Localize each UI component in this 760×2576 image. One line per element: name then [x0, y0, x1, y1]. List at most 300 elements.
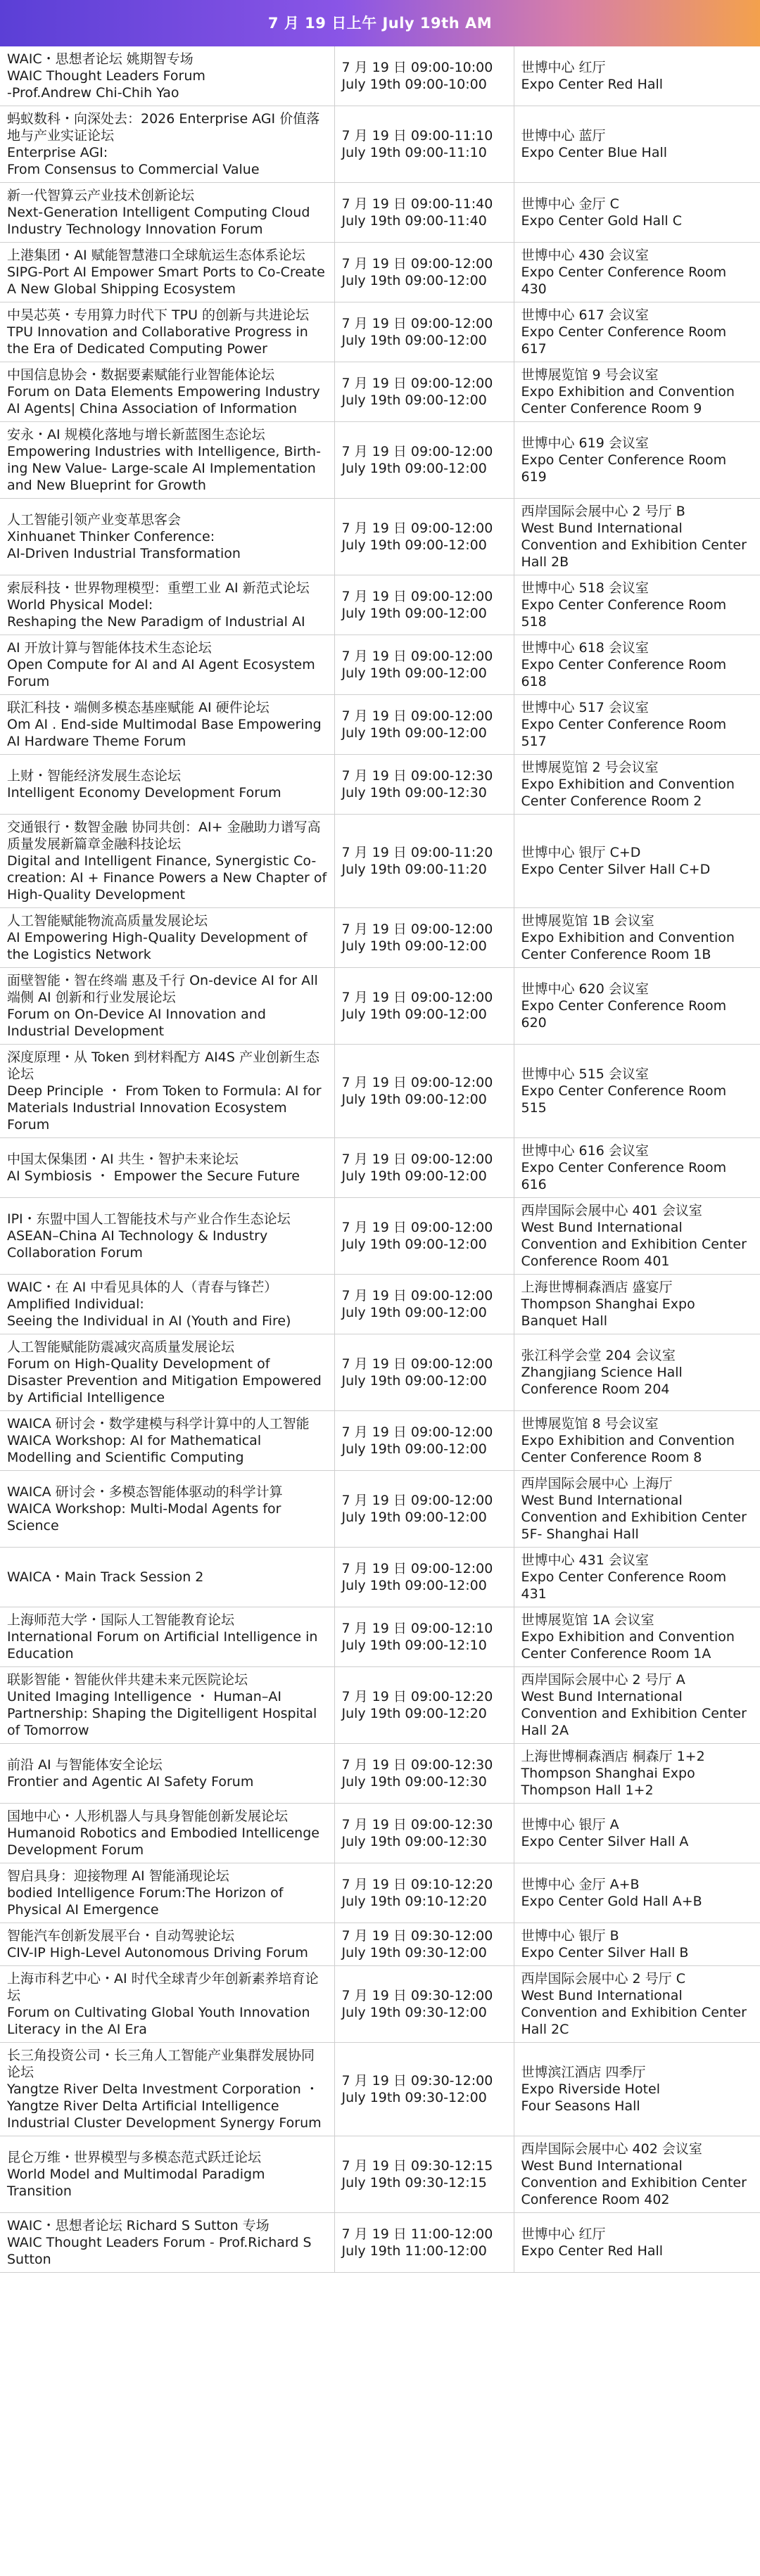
title-line: Forum on High-Quality Development of Disaster Prevention and Mitigation Empowered by Artificial Intelligence — [7, 1356, 322, 1405]
venue-line: 世博中心 517 会议室 — [521, 700, 649, 715]
title-line: Open Compute for AI and AI Agent Ecosystem Forum — [7, 657, 315, 689]
title-line: Reshaping the New Paradigm of Industrial AI — [7, 614, 305, 630]
title-line: United Imaging Intelligence ・ Human–AI Partnership: Shaping the Digitelligent Hospital of Tomorrow — [7, 1689, 317, 1738]
session-title-cell — [0, 1744, 334, 1804]
session-time-cell — [334, 1667, 514, 1744]
title-line: 智能汽车创新发展平台・自动驾驶论坛 — [7, 1928, 235, 1944]
venue-line: West Bund International Convention and Exhibition Center Conference Room 402 — [521, 2158, 747, 2207]
time-line: July 19th 09:00-12:00 — [341, 333, 487, 348]
venue-line: Expo Center Red Hall — [521, 77, 664, 92]
title-line: 昆仑万维・世界模型与多模态范式跃迁论坛 — [7, 2150, 262, 2165]
time-line: July 19th 09:30-12:15 — [341, 2175, 487, 2191]
time-line: 7 月 19 日 09:00-10:00 — [341, 60, 493, 75]
title-line: Yangtze River Delta Investment Corporation ・Yangtze River Delta Artificial Intelligence Industrial Cluster Development Synergy Forum — [7, 2081, 322, 2131]
time-line: 7 月 19 日 09:00-12:00 — [341, 649, 493, 664]
time-line: 7 月 19 日 09:00-12:00 — [341, 521, 493, 536]
venue-line: 世博展览馆 2 号会议室 — [521, 760, 659, 775]
time-line: 7 月 19 日 09:30-12:15 — [341, 2158, 493, 2174]
session-time-cell — [334, 1804, 514, 1863]
table-row — [0, 362, 760, 422]
table-row — [0, 1966, 760, 2043]
session-title-cell — [0, 499, 334, 575]
session-title-cell — [0, 1923, 334, 1966]
session-time-cell — [334, 1863, 514, 1923]
venue-line: 上海世博桐森酒店 盛宴厅 — [521, 1280, 673, 1295]
time-line: 7 月 19 日 09:00-12:00 — [341, 376, 493, 391]
session-title-cell — [0, 575, 334, 635]
session-title-cell — [0, 106, 334, 183]
time-line: 7 月 19 日 09:00-12:00 — [341, 1152, 493, 1167]
time-line: July 19th 09:30-12:00 — [341, 2090, 487, 2105]
session-title-cell — [0, 635, 334, 695]
time-line: 7 月 19 日 09:00-11:10 — [341, 128, 493, 144]
session-time-cell — [334, 183, 514, 243]
title-line: Deep Principle ・ From Token to Formula: AI for Materials Industrial Innovation Ecosystem Forum — [7, 1083, 322, 1133]
time-line: 7 月 19 日 09:00-12:00 — [341, 1561, 493, 1576]
table-row — [0, 1607, 760, 1667]
venue-line: 西岸国际会展中心 401 会议室 — [521, 1203, 702, 1218]
table-row — [0, 968, 760, 1045]
venue-line: 世博中心 618 会议室 — [521, 640, 649, 656]
session-venue-cell — [514, 1045, 760, 1138]
venue-line: 世博中心 431 会议室 — [521, 1552, 649, 1568]
session-venue-cell — [514, 1667, 760, 1744]
session-venue-cell — [514, 1923, 760, 1966]
time-line: 7 月 19 日 09:00-12:00 — [341, 444, 493, 459]
session-title-cell — [0, 46, 334, 106]
session-title-cell — [0, 755, 334, 815]
time-line: July 19th 09:00-12:00 — [341, 1578, 487, 1593]
venue-line: 世博中心 616 会议室 — [521, 1143, 649, 1159]
session-venue-cell — [514, 499, 760, 575]
table-row — [0, 635, 760, 695]
time-line: July 19th 09:00-12:00 — [341, 1510, 487, 1525]
time-line: 7 月 19 日 09:00-12:00 — [341, 1288, 493, 1303]
session-time-cell — [334, 1966, 514, 2043]
time-line: 7 月 19 日 09:10-12:20 — [341, 1877, 493, 1892]
schedule-banner: 7 月 19 日上午 July 19th AM — [0, 0, 760, 46]
time-line: 7 月 19 日 09:00-12:00 — [341, 990, 493, 1005]
time-line: July 19th 09:00-12:00 — [341, 1007, 487, 1022]
session-time-cell — [334, 106, 514, 183]
time-line: July 19th 09:00-12:00 — [341, 1441, 487, 1457]
title-line: 智启具身：迎接物理 AI 智能涌现论坛 — [7, 1868, 229, 1884]
table-row — [0, 755, 760, 815]
title-line: WAIC・思想者论坛 姚期智专场 — [7, 51, 194, 67]
venue-line: 西岸国际会展中心 2 号厅 B — [521, 504, 685, 519]
session-time-cell — [334, 968, 514, 1045]
session-venue-cell — [514, 1471, 760, 1548]
table-row — [0, 695, 760, 755]
venue-line: West Bund International Convention and Exhibition Center Hall 2C — [521, 1988, 747, 2037]
time-line: 7 月 19 日 09:00-12:00 — [341, 316, 493, 331]
time-line: July 19th 11:00-12:00 — [341, 2243, 487, 2259]
session-title-cell — [0, 422, 334, 499]
title-line: Next-Generation Intelligent Computing Cloud Industry Technology Innovation Forum — [7, 205, 310, 237]
venue-line: 世博中心 619 会议室 — [521, 435, 649, 451]
session-title-cell — [0, 2136, 334, 2213]
time-line: 7 月 19 日 09:00-12:20 — [341, 1689, 493, 1704]
title-line: Om AI . End-side Multimodal Base Empowering AI Hardware Theme Forum — [7, 717, 322, 749]
session-title-cell — [0, 1275, 334, 1334]
title-line: 人工智能赋能物流高质量发展论坛 — [7, 913, 208, 929]
table-row — [0, 1548, 760, 1607]
table-row — [0, 815, 760, 908]
session-time-cell — [334, 1045, 514, 1138]
venue-line: Expo Center Conference Room 618 — [521, 657, 727, 689]
title-line: Amplified Individual: — [7, 1296, 144, 1312]
session-title-cell — [0, 1863, 334, 1923]
session-time-cell — [334, 1138, 514, 1198]
time-line: July 19th 09:00-12:00 — [341, 1373, 487, 1389]
session-venue-cell — [514, 243, 760, 302]
session-time-cell — [334, 815, 514, 908]
title-line: AI Symbiosis ・ Empower the Secure Future — [7, 1168, 300, 1184]
title-line: 上海市科艺中心・AI 时代全球青少年创新素养培育论坛 — [7, 1971, 319, 2003]
table-row — [0, 1198, 760, 1275]
time-line: July 19th 09:30-12:00 — [341, 2005, 487, 2020]
session-title-cell — [0, 2213, 334, 2273]
time-line: 7 月 19 日 09:00-12:00 — [341, 1424, 493, 1440]
title-line: CIV-IP High-Level Autonomous Driving Forum — [7, 1945, 308, 1960]
session-title-cell — [0, 1138, 334, 1198]
table-row — [0, 1804, 760, 1863]
session-title-cell — [0, 908, 334, 968]
session-venue-cell — [514, 1138, 760, 1198]
venue-line: 世博中心 金厅 A+B — [521, 1877, 640, 1892]
table-row — [0, 243, 760, 302]
time-line: July 19th 09:00-12:00 — [341, 461, 487, 476]
session-title-cell — [0, 1548, 334, 1607]
title-line: Enterprise AGI: — [7, 145, 108, 160]
title-line: Humanoid Robotics and Embodied Intellicenge Development Forum — [7, 1825, 319, 1858]
venue-line: 上海世博桐森酒店 桐森厅 1+2 — [521, 1749, 705, 1764]
table-row — [0, 2043, 760, 2136]
venue-line: 世博中心 515 会议室 — [521, 1066, 649, 1082]
venue-line: Expo Center Conference Room 619 — [521, 452, 727, 485]
table-row — [0, 1045, 760, 1138]
title-line: 安永・AI 规模化落地与增长新蓝图生态论坛 — [7, 427, 265, 442]
session-time-cell — [334, 1198, 514, 1275]
session-time-cell — [334, 1275, 514, 1334]
venue-line: Expo Center Conference Room 616 — [521, 1160, 727, 1192]
title-line: 联影智能・智能伙伴共建未来元医院论坛 — [7, 1672, 248, 1688]
table-row — [0, 2213, 760, 2273]
venue-line: Expo Center Conference Room 518 — [521, 597, 727, 630]
title-line: WAICA・Main Track Session 2 — [7, 1569, 204, 1585]
title-line: From Consensus to Commercial Value — [7, 162, 260, 177]
title-line: 中昊芯英・专用算力时代下 TPU 的创新与共进论坛 — [7, 307, 310, 323]
title-line: 上港集团・AI 赋能智慧港口全球航运生态体系论坛 — [7, 248, 305, 263]
session-title-cell — [0, 302, 334, 362]
time-line: July 19th 09:00-12:00 — [341, 1237, 487, 1252]
venue-line: Expo Exhibition and Convention Center Conference Room 1B — [521, 930, 735, 962]
time-line: July 19th 09:00-12:00 — [341, 725, 487, 741]
session-title-cell — [0, 1045, 334, 1138]
venue-line: 世博展览馆 9 号会议室 — [521, 367, 659, 383]
time-line: July 19th 09:00-12:30 — [341, 1774, 487, 1790]
venue-line: Thompson Shanghai Expo Thompson Hall 1+2 — [521, 1766, 695, 1798]
time-line: July 19th 09:00-12:30 — [341, 1834, 487, 1849]
table-row — [0, 575, 760, 635]
table-row — [0, 106, 760, 183]
session-venue-cell — [514, 1411, 760, 1471]
table-row — [0, 1667, 760, 1744]
venue-line: 世博中心 620 会议室 — [521, 981, 649, 997]
venue-line: Four Seasons Hall — [521, 2098, 640, 2114]
time-line: July 19th 09:00-12:00 — [341, 606, 487, 621]
venue-line: Expo Center Silver Hall C+D — [521, 862, 711, 877]
table-row — [0, 1334, 760, 1411]
session-venue-cell — [514, 695, 760, 755]
time-line: 7 月 19 日 11:00-12:00 — [341, 2226, 493, 2242]
table-row — [0, 1863, 760, 1923]
venue-line: Expo Center Conference Room 617 — [521, 324, 727, 357]
title-line: 面壁智能・智在终端 惠及千行 On-device AI for All 端侧 AI 创新和行业发展论坛 — [7, 973, 318, 1005]
title-line: Forum on On-Device AI Innovation and Industrial Development — [7, 1007, 266, 1039]
venue-line: 世博中心 金厅 C — [521, 196, 619, 212]
venue-line: 世博展览馆 1B 会议室 — [521, 913, 654, 929]
title-line: ASEAN–China AI Technology & Industry Collaboration Forum — [7, 1228, 268, 1261]
venue-line: West Bund International Convention and Exhibition Center Hall 2B — [521, 521, 747, 570]
session-time-cell — [334, 499, 514, 575]
session-venue-cell — [514, 2136, 760, 2213]
session-venue-cell — [514, 1334, 760, 1411]
session-title-cell — [0, 1607, 334, 1667]
table-row — [0, 183, 760, 243]
session-venue-cell — [514, 908, 760, 968]
venue-line: 世博展览馆 8 号会议室 — [521, 1416, 659, 1432]
session-title-cell — [0, 1471, 334, 1548]
venue-line: 世博中心 银厅 B — [521, 1928, 619, 1944]
title-line: 索辰科技・世界物理模型：重塑工业 AI 新范式论坛 — [7, 580, 310, 596]
table-row — [0, 422, 760, 499]
title-line: WAIC Thought Leaders Forum - Prof.Richard S Sutton — [7, 2235, 312, 2267]
session-time-cell — [334, 575, 514, 635]
session-time-cell — [334, 243, 514, 302]
venue-line: Expo Center Silver Hall B — [521, 1945, 689, 1960]
session-venue-cell — [514, 1744, 760, 1804]
session-venue-cell — [514, 362, 760, 422]
title-line: Frontier and Agentic AI Safety Forum — [7, 1774, 254, 1790]
time-line: 7 月 19 日 09:00-12:30 — [341, 1817, 493, 1832]
title-line: 中国信息协会・数据要素赋能行业智能体论坛 — [7, 367, 275, 383]
title-line: 国地中心・人形机器人与具身智能创新发展论坛 — [7, 1809, 289, 1824]
title-line: WAIC Thought Leaders Forum — [7, 68, 205, 84]
title-line: World Model and Multimodal Paradigm Transition — [7, 2167, 265, 2199]
table-row — [0, 1471, 760, 1548]
title-line: 上财・智能经济发展生态论坛 — [7, 768, 182, 784]
session-venue-cell — [514, 1275, 760, 1334]
venue-line: Expo Center Gold Hall A+B — [521, 1894, 702, 1909]
session-venue-cell — [514, 422, 760, 499]
venue-line: Expo Center Conference Room 517 — [521, 717, 727, 749]
title-line: bodied Intelligence Forum:The Horizon of Physical AI Emergence — [7, 1885, 284, 1918]
session-venue-cell — [514, 635, 760, 695]
venue-line: Expo Exhibition and Convention Center Conference Room 8 — [521, 1433, 735, 1465]
session-time-cell — [334, 46, 514, 106]
time-line: July 19th 09:00-12:00 — [341, 665, 487, 681]
time-line: 7 月 19 日 09:00-12:00 — [341, 1075, 493, 1090]
time-line: July 19th 09:00-11:40 — [341, 213, 487, 229]
session-venue-cell — [514, 2213, 760, 2273]
venue-line: Expo Center Silver Hall A — [521, 1834, 689, 1849]
session-title-cell — [0, 1804, 334, 1863]
time-line: 7 月 19 日 09:00-12:00 — [341, 1356, 493, 1372]
session-title-cell — [0, 1198, 334, 1275]
venue-line: 西岸国际会展中心 2 号厅 C — [521, 1971, 685, 1987]
venue-line: 世博中心 430 会议室 — [521, 248, 649, 263]
session-venue-cell — [514, 302, 760, 362]
session-venue-cell — [514, 575, 760, 635]
session-time-cell — [334, 1923, 514, 1966]
venue-line: 世博中心 红厅 — [521, 2226, 606, 2242]
time-line: July 19th 09:10-12:20 — [341, 1894, 487, 1909]
time-line: 7 月 19 日 09:00-12:00 — [341, 922, 493, 937]
session-venue-cell — [514, 1804, 760, 1863]
session-time-cell — [334, 695, 514, 755]
time-line: July 19th 09:00-11:20 — [341, 862, 487, 877]
time-line: July 19th 09:00-12:30 — [341, 785, 487, 801]
time-line: July 19th 09:00-12:00 — [341, 1168, 487, 1184]
title-line: Forum on Cultivating Global Youth Innovation Literacy in the AI Era — [7, 2005, 310, 2037]
session-title-cell — [0, 183, 334, 243]
venue-line: 世博展览馆 1A 会议室 — [521, 1612, 654, 1628]
title-line: AI 开放计算与智能体技术生态论坛 — [7, 640, 212, 656]
venue-line: Expo Center Conference Room 431 — [521, 1569, 727, 1602]
time-line: July 19th 09:00-11:10 — [341, 145, 487, 160]
time-line: July 19th 09:00-12:10 — [341, 1638, 487, 1653]
venue-line: 世博中心 红厅 — [521, 60, 606, 75]
table-row — [0, 1138, 760, 1198]
session-time-cell — [334, 2136, 514, 2213]
venue-line: Expo Riverside Hotel — [521, 2081, 660, 2097]
venue-line: Expo Exhibition and Convention Center Conference Room 1A — [521, 1629, 735, 1662]
session-time-cell — [334, 1607, 514, 1667]
title-line: Xinhuanet Thinker Conference: — [7, 529, 215, 544]
session-title-cell — [0, 1334, 334, 1411]
table-row — [0, 46, 760, 106]
title-line: 新一代智算云产业技术创新论坛 — [7, 188, 195, 203]
title-line: 深度原理・从 Token 到材料配方 AI4S 产业创新生态论坛 — [7, 1050, 319, 1082]
title-line: WAICA Workshop: AI for Mathematical Modelling and Scientific Computing — [7, 1433, 262, 1465]
venue-line: 世博中心 蓝厅 — [521, 128, 606, 144]
title-line: WAIC・在 AI 中看见具体的人（青春与锋芒） — [7, 1280, 278, 1295]
time-line: 7 月 19 日 09:00-12:10 — [341, 1621, 493, 1636]
title-line: AI Empowering High-Quality Development of the Logistics Network — [7, 930, 308, 962]
session-time-cell — [334, 362, 514, 422]
schedule-table — [0, 46, 760, 2273]
session-title-cell — [0, 1411, 334, 1471]
session-title-cell — [0, 815, 334, 908]
session-time-cell — [334, 908, 514, 968]
time-line: July 19th 09:00-12:00 — [341, 393, 487, 408]
title-line: Forum on Data Elements Empowering Industry AI Agents| China Association of Information — [7, 384, 320, 416]
time-line: July 19th 09:00-12:00 — [341, 1092, 487, 1107]
title-line: Intelligent Economy Development Forum — [7, 785, 281, 801]
venue-line: Expo Exhibition and Convention Center Conference Room 2 — [521, 777, 735, 809]
title-line: 交通银行・数智金融 协同共创：AI+ 金融助力谱写高质量发展新篇章金融科技论坛 — [7, 820, 321, 852]
time-line: July 19th 09:00-12:20 — [341, 1706, 487, 1721]
session-venue-cell — [514, 755, 760, 815]
session-venue-cell — [514, 46, 760, 106]
venue-line: Expo Center Gold Hall C — [521, 213, 682, 229]
venue-line: West Bund International Convention and Exhibition Center Conference Room 401 — [521, 1220, 747, 1269]
session-time-cell — [334, 635, 514, 695]
venue-line: 世博中心 518 会议室 — [521, 580, 649, 596]
session-time-cell — [334, 422, 514, 499]
session-title-cell — [0, 1667, 334, 1744]
time-line: 7 月 19 日 09:30-12:00 — [341, 1988, 493, 2003]
venue-line: 张江科学会堂 204 会议室 — [521, 1348, 676, 1363]
title-line: 蚂蚁数科・向深处去：2026 Enterprise AGI 价值落地与产业实证论坛 — [7, 111, 320, 144]
title-line: Empowering Industries with Intelligence, Birth-ing New Value- Large-scale AI Implementation and New Blueprint for Growth — [7, 444, 321, 493]
table-row — [0, 1744, 760, 1804]
session-venue-cell — [514, 106, 760, 183]
session-venue-cell — [514, 1198, 760, 1275]
title-line: 联汇科技・端侧多模态基座赋能 AI 硬件论坛 — [7, 700, 270, 715]
session-time-cell — [334, 1471, 514, 1548]
venue-line: West Bund International Convention and Exhibition Center Hall 2A — [521, 1689, 747, 1738]
time-line: 7 月 19 日 09:00-12:00 — [341, 256, 493, 272]
session-title-cell — [0, 2043, 334, 2136]
title-line: 上海师范大学・国际人工智能教育论坛 — [7, 1612, 235, 1628]
venue-line: Expo Exhibition and Convention Center Conference Room 9 — [521, 384, 735, 416]
session-title-cell — [0, 1966, 334, 2043]
table-row — [0, 1275, 760, 1334]
session-venue-cell — [514, 968, 760, 1045]
venue-line: 世博中心 银厅 A — [521, 1817, 619, 1832]
venue-line: Thompson Shanghai Expo Banquet Hall — [521, 1296, 695, 1329]
session-time-cell — [334, 1548, 514, 1607]
venue-line: 西岸国际会展中心 402 会议室 — [521, 2141, 702, 2157]
title-line: World Physical Model: — [7, 597, 153, 613]
time-line: 7 月 19 日 09:00-11:40 — [341, 196, 493, 212]
session-title-cell — [0, 362, 334, 422]
time-line: 7 月 19 日 09:00-12:30 — [341, 768, 493, 784]
table-row — [0, 1923, 760, 1966]
time-line: 7 月 19 日 09:00-12:00 — [341, 1220, 493, 1235]
session-title-cell — [0, 243, 334, 302]
session-venue-cell — [514, 2043, 760, 2136]
session-time-cell — [334, 2213, 514, 2273]
venue-line: Expo Center Conference Room 430 — [521, 264, 727, 297]
venue-line: 世博滨江酒店 四季厅 — [521, 2065, 646, 2080]
title-line: 人工智能引领产业变革思客会 — [7, 512, 182, 528]
venue-line: Expo Center Conference Room 515 — [521, 1083, 727, 1116]
venue-line: West Bund International Convention and Exhibition Center 5F- Shanghai Hall — [521, 1493, 747, 1542]
title-line: WAICA 研讨会・数学建模与科学计算中的人工智能 — [7, 1416, 310, 1432]
title-line: 前沿 AI 与智能体安全论坛 — [7, 1757, 163, 1773]
time-line: 7 月 19 日 09:30-12:00 — [341, 2073, 493, 2089]
session-time-cell — [334, 1411, 514, 1471]
title-line: 长三角投资公司・长三角人工智能产业集群发展协同论坛 — [7, 2048, 315, 2080]
time-line: July 19th 09:30-12:00 — [341, 1945, 487, 1960]
title-line: International Forum on Artificial Intelligence in Education — [7, 1629, 318, 1662]
time-line: 7 月 19 日 09:00-12:00 — [341, 1493, 493, 1508]
table-row — [0, 302, 760, 362]
title-line: WAICA 研讨会・多模态智能体驱动的科学计算 — [7, 1484, 283, 1500]
venue-line: Expo Center Red Hall — [521, 2243, 664, 2259]
title-line: Seeing the Individual in AI (Youth and Fire) — [7, 1313, 291, 1329]
venue-line: Zhangjiang Science Hall Conference Room 204 — [521, 1365, 683, 1397]
title-line: 中国太保集团・AI 共生・智护未来论坛 — [7, 1152, 239, 1167]
time-line: July 19th 09:00-12:00 — [341, 537, 487, 553]
time-line: July 19th 09:00-12:00 — [341, 273, 487, 288]
venue-line: Expo Center Blue Hall — [521, 145, 668, 160]
session-title-cell — [0, 695, 334, 755]
session-time-cell — [334, 2043, 514, 2136]
